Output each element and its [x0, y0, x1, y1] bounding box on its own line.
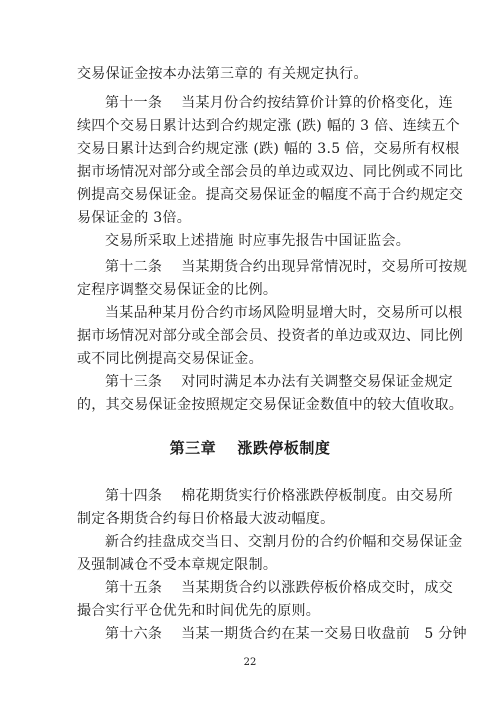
chapter-heading: 第三章 涨跌停板制度	[169, 439, 331, 457]
paragraph-line: 续四个交易日累计达到合约规定涨 (跌) 幅的 3 倍、连续五个	[77, 118, 460, 134]
paragraph-line: 易保证金的 3倍。	[77, 210, 192, 226]
page-number: 22	[243, 657, 257, 668]
paragraph-line: 交易所采取上述措施 时应事先报告中国证监会。	[105, 233, 411, 249]
paragraph-line: 或不同比例提高交易保证金。	[77, 351, 263, 367]
paragraph-line: 及强制减仓不受本章规定限制。	[77, 557, 278, 573]
paragraph-line: 新合约挂盘成交当日、交割月份的合约价幅和交易保证金	[105, 534, 463, 550]
paragraph-line: 的，其交易保证金按照规定交易保证金数值中的较大值收取。	[77, 397, 464, 413]
article-15-line: 第十五条 当某期货合约以涨跌停板价格成交时，成交	[105, 580, 453, 596]
paragraph-line: 制定各期货合约每日价格最大波动幅度。	[77, 511, 335, 527]
paragraph-line: 据市场情况对部分或全部会员的单边或双边、同比例或不同比	[77, 164, 464, 180]
paragraph-line: 交易日累计达到合约规定涨 (跌) 幅的 3.5 倍，交易所有权根	[77, 141, 460, 157]
paragraph-line: 交易保证金按本办法第三章的 有关规定执行。	[77, 66, 368, 82]
article-13-line: 第十三条 对同时满足本办法有关调整交易保证金规定	[105, 374, 453, 390]
paragraph-line: 撮合实行平仓优先和时间优先的原则。	[77, 603, 321, 619]
article-14-line: 第十四条 棉花期货实行价格涨跌停板制度。由交易所	[105, 488, 453, 504]
paragraph-line: 当某品种某月份合约市场风险明显增大时，交易所可以根	[105, 305, 463, 321]
article-16-line: 第十六条 当某一期货合约在某一交易日收盘前 5 分钟	[105, 626, 467, 642]
paragraph-line: 据市场情况对部分或全部会员、投资者的单边或双边、同比例	[77, 328, 464, 344]
article-12-line: 第十二条 当某期货合约出现异常情况时，交易所可按规	[105, 259, 468, 275]
paragraph-line: 例提高交易保证金。提高交易保证金的幅度不高于合约规定交	[77, 187, 464, 203]
article-11-line: 第十一条 当某月份合约按结算价计算的价格变化，连	[105, 95, 453, 111]
paragraph-line: 定程序调整交易保证金的比例。	[77, 282, 278, 298]
